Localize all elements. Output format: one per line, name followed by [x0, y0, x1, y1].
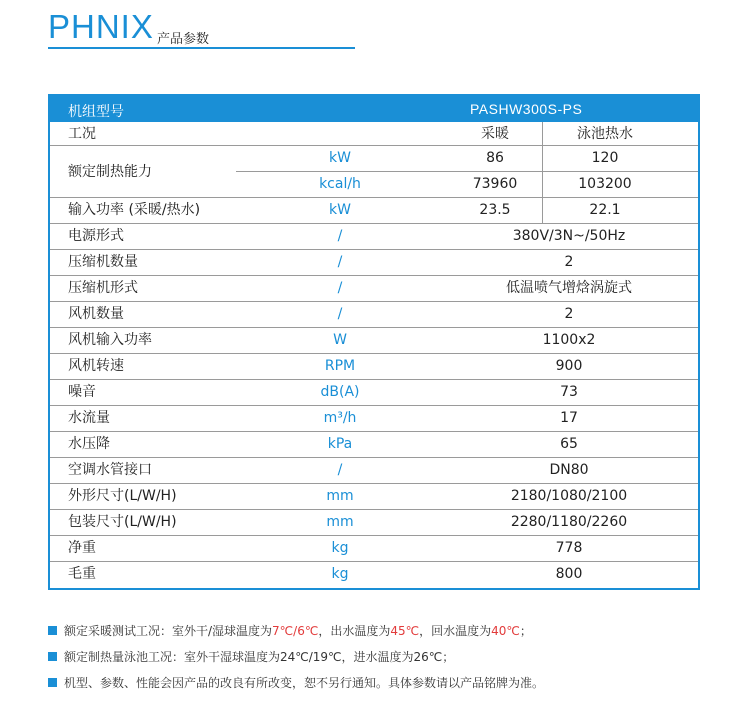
table-row: [50, 536, 698, 562]
row-unit: kPa: [327, 436, 353, 452]
row-unit: dB(A): [320, 384, 360, 400]
table-header: [50, 96, 698, 122]
row-value: 2: [564, 254, 574, 270]
row-name: 电源形式: [68, 228, 124, 244]
row-value: 低温喷气增焓涡旋式: [506, 280, 632, 296]
table-row: [50, 484, 698, 510]
page-title: 产品参数: [157, 32, 210, 47]
row-value: 73: [560, 384, 578, 400]
input-power-pool: 22.1: [589, 202, 621, 218]
input-power-heating: 23.5: [479, 202, 511, 218]
heating-kw-heating: 86: [486, 150, 504, 166]
table-row: [50, 432, 698, 458]
row-unit: mm: [326, 514, 354, 530]
row-unit: /: [337, 280, 343, 296]
row-value: 380V/3N~/50Hz: [512, 228, 626, 244]
brand-logo: PHNIX: [48, 8, 154, 45]
note-highlight: 40℃: [491, 624, 520, 638]
row-name: 风机转速: [68, 358, 124, 374]
table-row: [50, 328, 698, 354]
row-unit: kg: [331, 566, 349, 582]
bullet-square-icon: [48, 626, 57, 635]
row-value: 17: [560, 410, 578, 426]
row-unit: /: [337, 306, 343, 322]
note-text: ，回水温度为: [419, 624, 492, 638]
note-heating-condition: [48, 622, 728, 648]
heating-label: 额定制热能力: [68, 164, 152, 180]
condition-row: [50, 122, 698, 146]
header-underline: [48, 47, 355, 49]
note-highlight: 7℃/6℃: [272, 624, 319, 638]
table-row: [50, 510, 698, 536]
row-value: 1100x2: [542, 332, 596, 348]
row-unit: /: [337, 462, 343, 478]
spec-table: [48, 94, 700, 590]
row-value: 800: [555, 566, 583, 582]
note-text: 额定采暖测试工况：室外干/湿球温度为: [64, 624, 273, 638]
row-name: 风机数量: [68, 306, 124, 322]
row-value: 2: [564, 306, 574, 322]
row-name: 压缩机形式: [68, 280, 138, 296]
bullet-square-icon: [48, 678, 57, 687]
row-name: 水压降: [68, 436, 110, 452]
row-name: 水流量: [68, 410, 110, 426]
row-unit: m³/h: [323, 410, 357, 426]
row-value: DN80: [549, 462, 589, 478]
input-power-row: [50, 198, 698, 224]
model-label: 机组型号: [68, 104, 124, 120]
row-unit: W: [333, 332, 347, 348]
input-power-unit: kW: [329, 202, 351, 218]
note-text: 额定制热量泳池工况：室外干湿球温度为24℃/19℃，进水温度为26℃；: [64, 650, 455, 664]
row-name: 风机输入功率: [68, 332, 152, 348]
table-row: [50, 276, 698, 302]
condition-heating: 采暖: [481, 126, 509, 142]
heating-kcal-heating: 73960: [472, 176, 518, 192]
row-value: 2280/1180/2260: [510, 514, 628, 530]
note-highlight: 45℃: [390, 624, 420, 638]
note-text: ；: [519, 624, 532, 638]
row-value: 778: [555, 540, 583, 556]
table-row: [50, 250, 698, 276]
table-row: [50, 406, 698, 432]
note-text: ，出水温度为: [318, 624, 391, 638]
table-row: [50, 562, 698, 588]
row-name: 噪音: [68, 384, 96, 400]
heating-unit-kw: kW: [329, 150, 351, 166]
heating-kcal-pool: 103200: [578, 176, 632, 192]
col-divider: [542, 122, 543, 146]
table-row: [50, 458, 698, 484]
row-name: 净重: [68, 540, 96, 556]
row-unit: /: [337, 228, 343, 244]
bullet-square-icon: [48, 652, 57, 661]
row-value: 65: [560, 436, 578, 452]
col-divider: [542, 198, 543, 224]
input-power-label: 输入功率 (采暖/热水): [68, 202, 201, 218]
row-name: 外形尺寸(L/W/H): [68, 488, 177, 504]
condition-pool: 泳池热水: [577, 126, 633, 142]
row-unit: /: [337, 254, 343, 270]
table-row: [50, 354, 698, 380]
note-pool-condition: [48, 648, 728, 674]
model-value: PASHW300S-PS: [470, 101, 583, 117]
heating-unit-kcal: kcal/h: [319, 176, 361, 192]
table-row: [50, 380, 698, 406]
condition-label: 工况: [68, 126, 96, 142]
heating-kw-pool: 120: [591, 150, 619, 166]
row-name: 毛重: [68, 566, 96, 582]
row-unit: kg: [331, 540, 349, 556]
table-row: [50, 224, 698, 250]
row-name: 压缩机数量: [68, 254, 138, 270]
table-row: [50, 302, 698, 328]
row-unit: RPM: [324, 358, 356, 374]
row-value: 900: [555, 358, 583, 374]
note-disclaimer: [48, 674, 728, 700]
row-unit: mm: [326, 488, 354, 504]
row-name: 包装尺寸(L/W/H): [68, 514, 177, 530]
col-divider: [542, 146, 543, 198]
note-text: 机型、参数、性能会因产品的改良有所改变，恕不另行通知。具体参数请以产品铭牌为准。: [64, 676, 545, 690]
row-value: 2180/1080/2100: [510, 488, 628, 504]
row-name: 空调水管接口: [68, 462, 152, 478]
footnotes: [48, 622, 728, 700]
heating-capacity-row: [50, 146, 698, 198]
